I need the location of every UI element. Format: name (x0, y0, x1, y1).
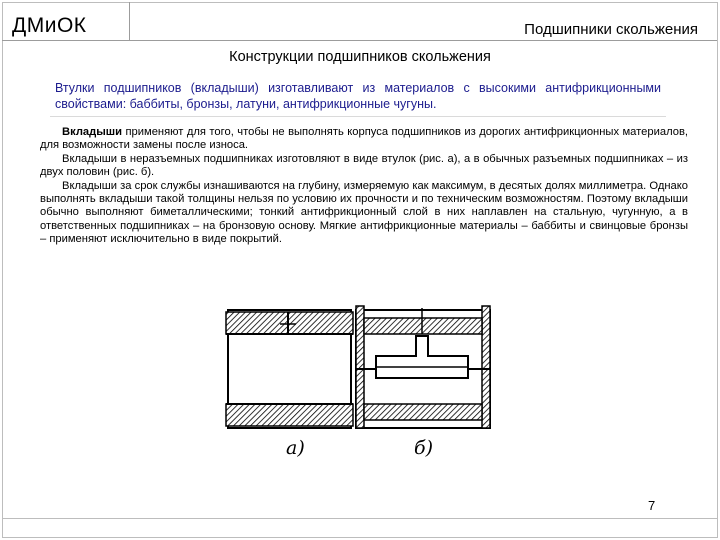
paragraph-3: Вкладыши за срок службы изнашиваются на глубину, измеряемую как максимум, в десятых долях миллиметра. Однако выполнять вкладыши такой толщины нельзя по условию их прочности и по техническим возможностям. Поэтому вкладыши обычно выполняют биметаллическими; тонкий антифрикционный слой в них наплавлен на стальную, чугунную, а в ответственных подшипниках – на бронзовую основу. Мягкие антифрикционные материалы – баббиты и свинцовые бронзы – применяют исключительно в виде покрытий. (40, 179, 688, 246)
bearing-figure (206, 300, 498, 470)
bearing-drawing (206, 300, 498, 470)
footer-divider (2, 518, 717, 519)
logo-box (2, 2, 130, 41)
bold-term: Вкладыши (62, 126, 123, 138)
intro-divider (50, 116, 666, 117)
body-text (40, 126, 688, 247)
intro-paragraph: Втулки подшипников (вкладыши) изготавливают из материалов с высокими антифрикционными свойствами: баббиты, бронзы, латуни, антифрикционные чугуны. (55, 81, 661, 111)
paragraph-1-text: применяют для того, чтобы не выполнять корпуса подшипников из дорогих антифрикционных материалов, для возможности замены после износа. (40, 126, 688, 152)
paragraph-1 (40, 126, 688, 153)
figure-label-b: б) (414, 437, 434, 459)
paragraph-2: Вкладыши в неразъемных подшипниках изготовляют в виде втулок (рис. а), а в обычных разъемных подшипниках – из двух половин (рис. б). (40, 152, 688, 179)
logo: ДМиОК (12, 14, 87, 37)
slide-subtitle: Конструкции подшипников скольжения (229, 49, 491, 65)
page-title: Подшипники скольжения (524, 21, 698, 38)
header-divider (129, 40, 717, 41)
page-number: 7 (648, 498, 656, 513)
figure-label-a: а) (286, 437, 305, 459)
